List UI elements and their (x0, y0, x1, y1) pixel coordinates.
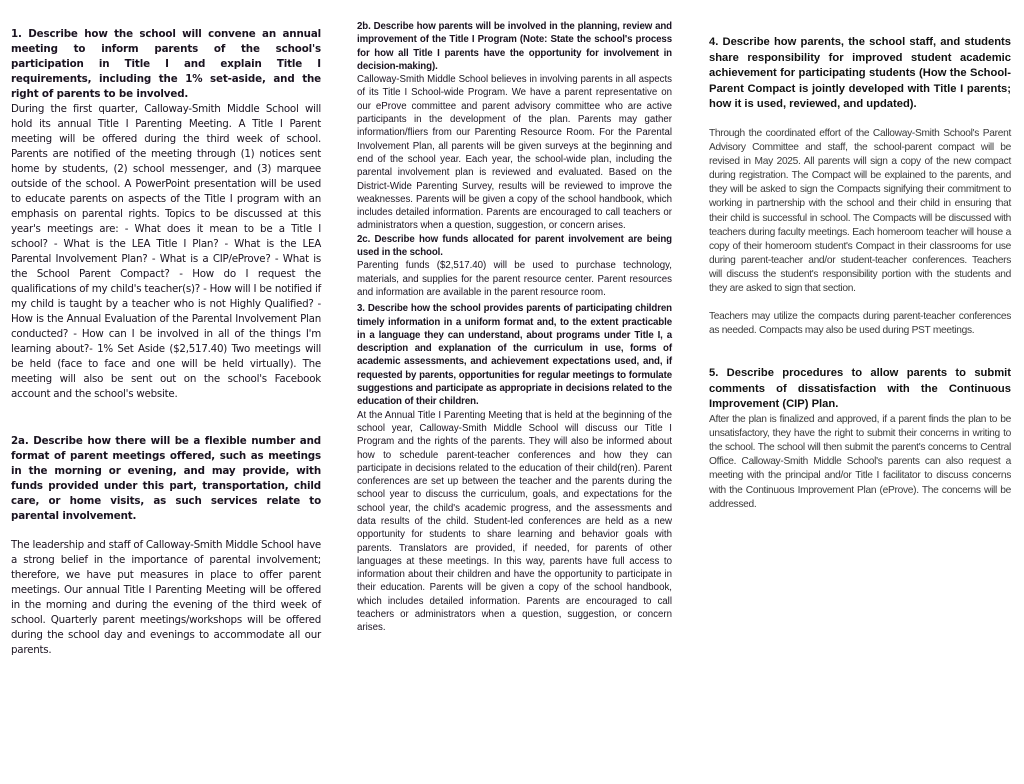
section-3-question: 3. Describe how the school provides parents of participating children timely information in a uniform format and, to the extent practicable in a language they can understand, about programs under Title I, a description and explanation of the curriculum in use, forms of academic assessments, and achievement expectations used, and, if requested by parents, opportunities for regular meetings to formulate suggestions and participate as appropriate in decisions related to the education of their children. (357, 303, 672, 408)
section-2b-answer: Calloway-Smith Middle School believes in involving parents in all aspects of its Title I School-wide Program. We have a parent representative on our eProve committee and parent advisory committee who are active participants in the development of the plan. Parents may gather information/fliers from our Parenting Resource Room. For the Parental Involvement Plan, all parents will be given surveys at the beginning and end of the school year. Each year, the school-wide plan, including the parental involvement plan is reviewed and evaluated. Based on the District-Wide Parenting Survey, results will be reviewed to improve the weaknesses. Parents will be given a copy of the school handbook, which includes detailed information. Parents are encouraged to call teachers or administrators when a question, suggestion, or concern arises. (357, 74, 672, 232)
section-4-question: 4. Describe how parents, the school staff, and students share responsibility for improved student academic achievement for participating students (How the School-Parent Compact is jointly developed with Title I parents; how it is used, reviewed, and updated). (709, 36, 1011, 111)
spacer (11, 524, 321, 538)
spacer (709, 113, 1011, 127)
column-middle (357, 20, 672, 635)
section-2a-question: 2a. Describe how there will be a flexible number and format of parent meetings offered, such as meetings in the morning or evening, and may provide, with funds provided under this part, transportation, child care, or home visits, as such services relate to parental involvement. (11, 435, 321, 522)
section-5-question: 5. Describe procedures to allow parents to submit comments of dissatisfaction with the Continuous Improvement (CIP) Plan. (709, 367, 1011, 411)
column-right (709, 35, 1011, 512)
section-5-answer: After the plan is finalized and approved, if a parent finds the plan to be unsatisfactory, they have the right to submit their concerns in writing to the school. The school will then submit the parent's concerns to Central Office. Calloway-Smith Middle School's parents can also request a meeting with the principal and/or Title I facilitator to discuss concerns with the Continuous Improvement Plan (eProve). The concerns will be addressed. (709, 414, 1011, 510)
section-2c-answer: Parenting funds ($2,517.40) will be used to purchase technology, materials, and supplies for the parent resource center. Parent resources and information are available in the parent resource room. (357, 260, 672, 298)
section-2a-answer: The leadership and staff of Calloway-Smith Middle School have a strong belief in the importance of parental involvement; therefore, we have put measures in place to offer parent meetings. Our annual Title I Parenting Meeting will be offered in the morning and during the evening of the third week of school. Quarterly parent meetings/workshops will be offered during the school day and evenings to accommodate all our parents. (11, 539, 321, 656)
section-2b-question: 2b. Describe how parents will be involved in the planning, review and improvement of the Title I Program (Note: State the school's process for how all Title I parents have the opportunity for involvement in decision-making). (357, 21, 672, 72)
section-2c-question: 2c. Describe how funds allocated for parent involvement are being used in the school. (357, 233, 672, 259)
section-1-answer: During the first quarter, Calloway-Smith Middle School will hold its annual Title I Parenting Meeting. A Title I Parent meeting will be offered during the third week of school. Parents are notified of the meeting through (1) notices sent home by students, (2) school messenger, and (3) marquee outside of the school. A PowerPoint presentation will be used to educate parents on aspects of the Title I program with an emphasis on parental rights. Topics to be discussed at this year's meetings are: - What does it mean to be a Title I school? - What is the LEA Title I Plan? - What is the LEA Parental Involvement Plan? - What is a CIP/eProve? - What is the School Parent Compact? - How do I request the qualifications of my child's teacher(s)? - How will I be notified if my child is taught by a teacher who is not Highly Qualified? - How is the Annual Evaluation of the Parental Involvement Plan conducted? - How can I be involved in all of the things I'm learning about?- 1% Set Aside ($2,517.40) Two meetings will be held (face to face and one will be held virtually). The meeting will also be sent out on the school's Facebook account and the school's website. (11, 103, 321, 400)
section-4-answer-2: Teachers may utilize the compacts during parent-teacher conferences as needed. Compacts may also be used during PST meetings. (709, 311, 1011, 337)
column-left (11, 27, 321, 658)
section-4-answer: Through the coordinated effort of the Calloway-Smith School's Parent Advisory Committee and staff, the school-parent compact will be revised in May 2025. All parents will sign a copy of the new compact during registration. The Compact will be explained to the parents, and they will be asked to sign the Compacts signifying their commitment to working in partnership with the school and their child in ensuring that their child is successful in school. The Compacts will be discussed with teachers during faculty meetings. Each homeroom teacher will house a copy of their homeroom student's Compact in their classrooms for use during parent-teacher and/or student-teacher conferences. Teachers will discuss the student's responsibility portion with the students and they are asked to sign that section. (709, 127, 1011, 294)
spacer (709, 338, 1011, 366)
spacer (11, 402, 321, 434)
section-1-question: 1. Describe how the school will convene an annual meeting to inform parents of the school's participation in Title I and explain Title I requirements, including the 1% set-aside, and the right of parents to be involved. (11, 28, 321, 100)
spacer (709, 296, 1011, 310)
section-3-answer: At the Annual Title I Parenting Meeting that is held at the beginning of the school year, Calloway-Smith Middle School will discuss our Title I Program and the rights of the parents. They will also be informed about how to schedule parent-teacher conferences and how they can participate in decisions related to the education of their child(ren). Parent conferences are set up between the teacher and the parents during the school year to discuss the curriculum, goals, and expectations for the school year, the child's academic progress, and the assessments and data results of the child. Student-led conferences are held as a new opportunity for students to share learning and behavior goals with parents. Translators are provided, if needed, for parents of other languages at these meetings. In this way, parents have full access to information about their children and have the opportunity to participate in their education. Parents will be given a copy of the school handbook, which includes detailed information. Parents are encouraged to call teachers or administrators when a question, suggestion, or concern arises. (357, 409, 672, 634)
